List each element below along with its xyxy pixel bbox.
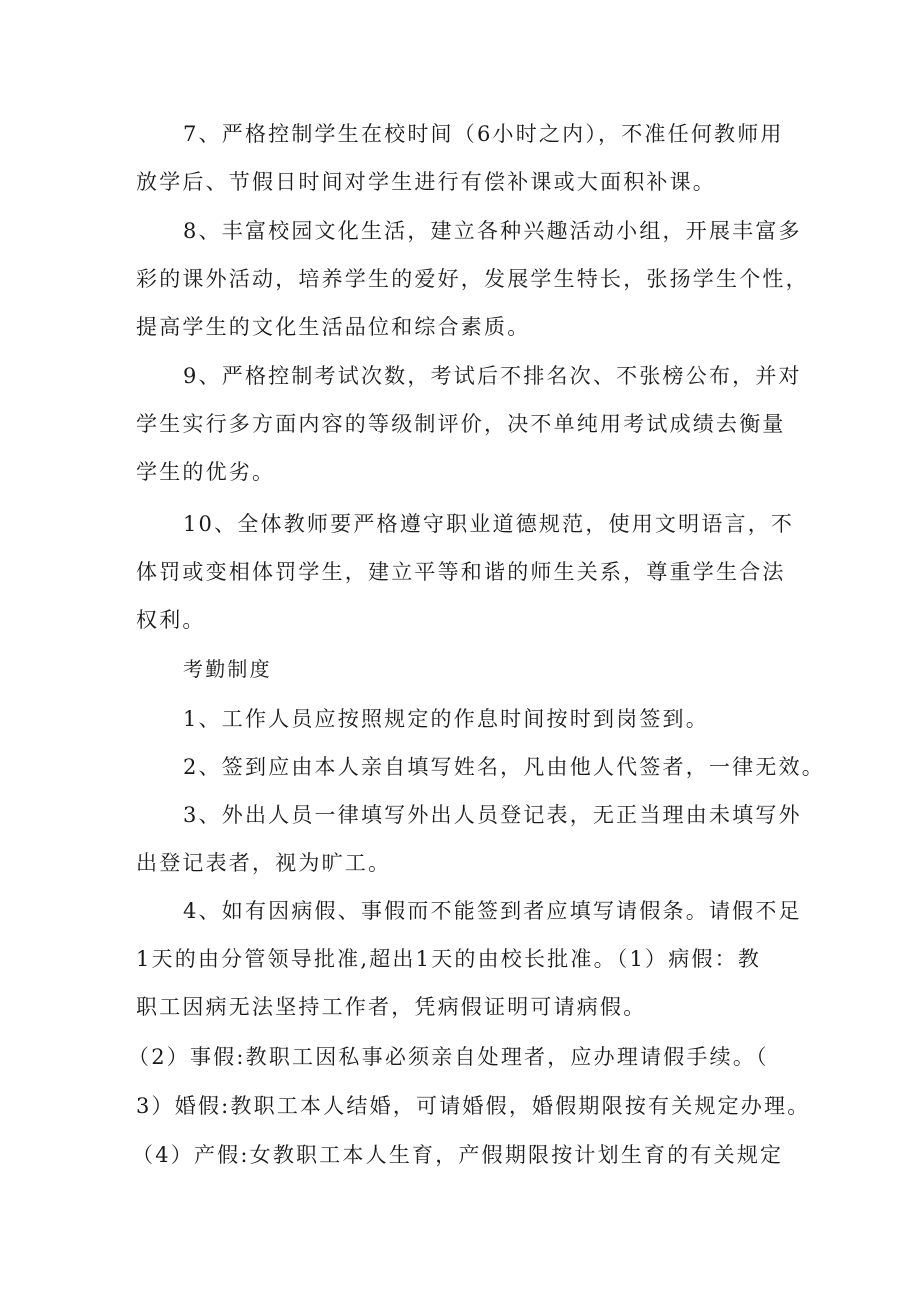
text-line-rule2: 2、签到应由本人亲自填写姓名，凡由他人代签者，一律无效。 [183,755,825,779]
text-line-item9-3: 学生的优劣。 [136,460,276,484]
text-line-item8-1: 8、丰富校园文化生活，建立各种兴趣活动小组，开展丰富多 [183,219,802,243]
text-line-item7-2: 放学后、节假日时间对学生进行有偿补课或大面积补课。 [136,170,716,194]
section-heading-attendance: 考勤制度 [183,657,272,681]
text-line-item10-2: 体罚或变相体罚学生，建立平等和谐的师生关系，尊重学生合法 [136,560,786,584]
text-line-item8-3: 提高学生的文化生活品位和综合素质。 [136,315,531,339]
text-line-rule4-3: 职工因病无法坚持工作者，凭病假证明可请病假。 [136,995,647,1019]
text-line-rule3-1: 3、外出人员一律填写外出人员登记表，无正当理由未填写外 [183,803,802,827]
text-line-rule3-2: 出登记表者，视为旷工。 [136,851,392,875]
text-line-leave-maternity: （4）产假:女教职工本人生育，产假期限按计划生育的有关规定 [132,1143,784,1167]
text-line-item9-1: 9、严格控制考试次数，考试后不排名次、不张榜公布，并对 [183,364,802,388]
text-line-item10-3: 权利。 [136,608,206,632]
text-line-item10-1: 10、全体教师要严格遵守职业道德规范，使用文明语言，不 [183,512,795,536]
text-line-leave-personal: （2）事假:教职工因私事必须亲自处理者，应办理请假手续。（ [128,1045,769,1069]
text-line-leave-marriage: 3）婚假:教职工本人结婚，可请婚假，婚假期限按有关规定办理。 [136,1094,811,1118]
text-line-rule4-1: 4、如有因病假、事假而不能签到者应填写请假条。请假不足 [183,899,802,923]
text-line-item8-2: 彩的课外活动，培养学生的爱好，发展学生特长，张扬学生个性， [136,267,809,291]
text-line-rule4-2: 1天的由分管领导批准,超出1天的由校长批准。（1）病假：教 [136,947,762,971]
text-line-item7-1: 7、严格控制学生在校时间（6小时之内），不准任何教师用 [183,122,784,146]
text-line-rule1: 1、工作人员应按照规定的作息时间按时到岗签到。 [183,707,709,731]
text-line-item9-2: 学生实行多方面内容的等级制评价，决不单纯用考试成绩去衡量 [136,412,786,436]
